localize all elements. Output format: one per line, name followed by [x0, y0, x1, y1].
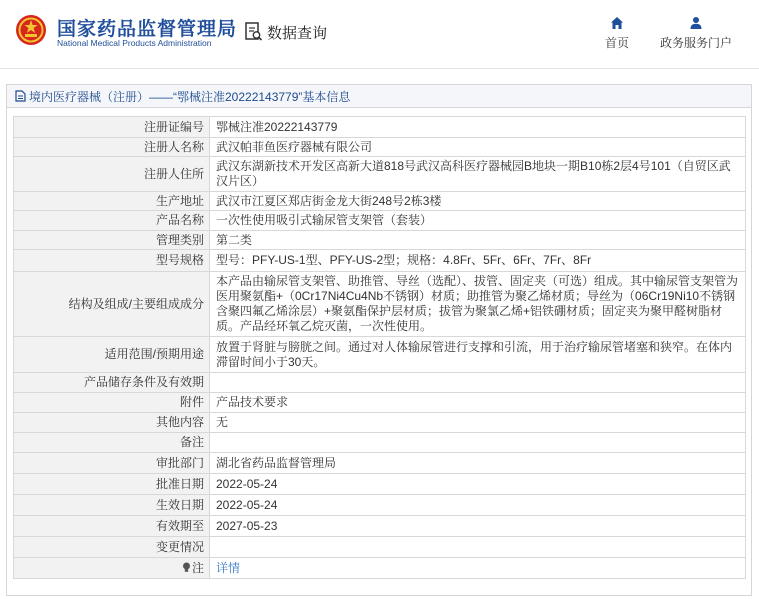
table-row — [14, 413, 746, 433]
table-row — [14, 157, 746, 192]
field-label: 生产地址 — [14, 192, 210, 211]
table-row — [14, 495, 746, 516]
field-value — [210, 433, 746, 453]
site-header — [0, 0, 759, 68]
data-query-label: 数据查询 — [267, 24, 328, 42]
user-icon — [689, 16, 703, 30]
document-icon — [15, 90, 26, 102]
field-value: 武汉市江夏区郑店街金龙大街248号2栋3楼 — [210, 192, 746, 211]
table-row — [14, 453, 746, 474]
nav-gov-service[interactable] — [660, 16, 732, 51]
field-value — [210, 373, 746, 393]
table-row — [14, 373, 746, 393]
panel-title: 境内医疗器械（注册）——“鄂械注准20222143779”基本信息 — [29, 89, 351, 104]
table-row — [14, 138, 746, 157]
note-label: 注 — [191, 560, 204, 575]
field-label: 生效日期 — [14, 495, 210, 516]
field-value: 湖北省药品监督管理局 — [210, 453, 746, 474]
national-emblem-icon — [15, 14, 47, 46]
field-value: 本产品由输尿管支架管、助推管、导丝（选配）、拔管、固定夹（可选）组成。其中输尿管支架管为医用聚氨酯+（0Cr17Ni4Cu4Nb不锈钢）材质；助推管为聚乙烯材质；导丝为（06Cr19Ni10不锈钢含聚四氟乙烯涂层）+聚氨酯保护层材质；拔管为聚氯乙烯+铝铁硼材质；固定夹为聚甲醛树脂材质。产品经环氧乙烷灭菌，一次性使用。 — [210, 272, 746, 337]
field-value: 一次性使用吸引式输尿管支架管（套装） — [210, 211, 746, 231]
table-row — [14, 231, 746, 250]
table-row — [14, 537, 746, 558]
field-label: 审批部门 — [14, 453, 210, 474]
field-label: 管理类别 — [14, 231, 210, 250]
home-icon — [610, 16, 624, 30]
field-label: 注册证编号 — [14, 117, 210, 138]
header-divider — [0, 68, 759, 69]
field-value: 放置于肾脏与膀胱之间。通过对人体输尿管进行支撑和引流，用于治疗输尿管堵塞和狭窄。在体内滞留时间小于30天。 — [210, 337, 746, 373]
field-label: 适用范围/预期用途 — [14, 337, 210, 373]
field-value: 产品技术要求 — [210, 393, 746, 413]
table-row — [14, 558, 746, 579]
table-row — [14, 192, 746, 211]
field-label: 产品储存条件及有效期 — [14, 373, 210, 393]
table-row — [14, 516, 746, 537]
nav-gov-service-label: 政务服务门户 — [660, 36, 733, 50]
field-label: 变更情况 — [14, 537, 210, 558]
table-row — [14, 250, 746, 272]
nav-home[interactable] — [605, 16, 629, 51]
field-label: 有效期至 — [14, 516, 210, 537]
field-value: 武汉帕菲鱼医疗器械有限公司 — [210, 138, 746, 157]
field-value: 型号：PFY-US-1型、PFY-US-2型；规格：4.8Fr、5Fr、6Fr、7Fr、8Fr — [210, 250, 746, 272]
nav-home-label: 首页 — [605, 36, 630, 50]
data-query-link[interactable] — [245, 21, 327, 43]
field-label: 结构及组成/主要组成成分 — [14, 272, 210, 337]
field-label: 附件 — [14, 393, 210, 413]
field-value: 鄂械注准20222143779 — [210, 117, 746, 138]
field-label: 产品名称 — [14, 211, 210, 231]
table-row — [14, 272, 746, 337]
field-label: 批准日期 — [14, 474, 210, 495]
field-value: 第二类 — [210, 231, 746, 250]
table-row — [14, 117, 746, 138]
table-row — [14, 393, 746, 413]
table-row — [14, 337, 746, 373]
field-value — [210, 537, 746, 558]
note-label-cell — [14, 558, 210, 579]
field-value: 2022-05-24 — [210, 474, 746, 495]
field-label: 注册人名称 — [14, 138, 210, 157]
site-subtitle: National Medical Products Administration — [57, 38, 212, 48]
site-title[interactable]: 国家药品监督管理局 — [57, 19, 238, 40]
detail-link[interactable]: 详情 — [216, 560, 241, 575]
field-label: 其他内容 — [14, 413, 210, 433]
field-value: 无 — [210, 413, 746, 433]
field-value: 2022-05-24 — [210, 495, 746, 516]
lightbulb-icon — [182, 562, 191, 573]
table-row — [14, 211, 746, 231]
panel-header — [7, 85, 751, 108]
info-table — [13, 116, 746, 579]
field-label: 注册人住所 — [14, 157, 210, 192]
field-label: 型号规格 — [14, 250, 210, 272]
field-value: 2027-05-23 — [210, 516, 746, 537]
field-value: 武汉东湖新技术开发区高新大道818号武汉高科医疗器械园B地块一期B10栋2层4号101（自贸区武汉片区） — [210, 157, 746, 192]
table-row — [14, 474, 746, 495]
search-document-icon — [245, 22, 263, 42]
table-row — [14, 433, 746, 453]
field-label: 备注 — [14, 433, 210, 453]
